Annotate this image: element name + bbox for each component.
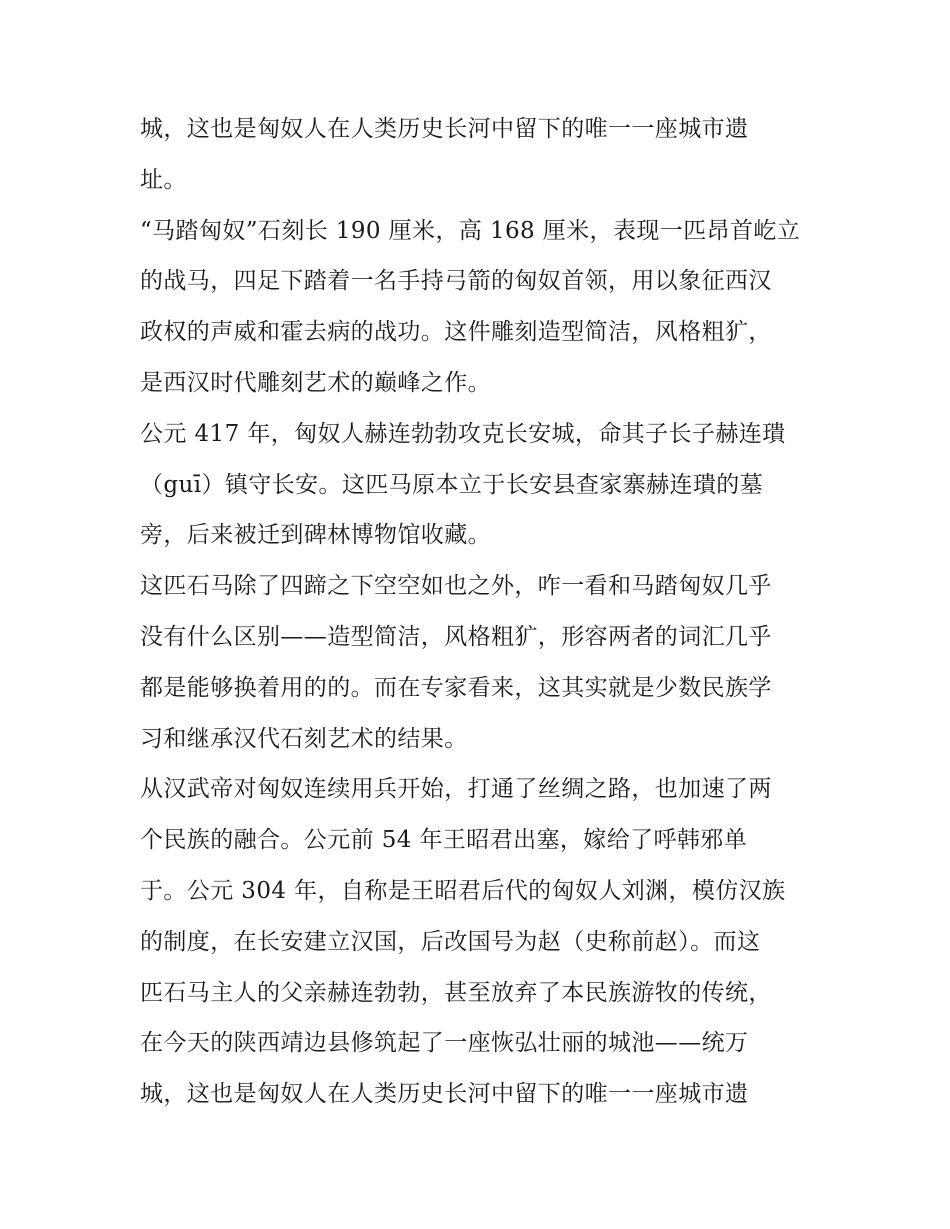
text-line: 旁，后来被迁到碑林博物馆收藏。 (140, 522, 491, 549)
text-line: 政权的声威和霍去病的战功。这件雕刻造型简洁，风格粗犷， (140, 319, 772, 346)
text-line: 是西汉时代雕刻艺术的巅峰之作。 (140, 369, 491, 396)
text-line: 没有什么区别——造型简洁，风格粗犷，形容两者的词汇几乎 (140, 623, 772, 650)
text-line: 城，这也是匈奴人在人类历史长河中留下的唯一一座城市遗 (140, 116, 749, 142)
text-line: 址。 (140, 166, 187, 193)
text-line: （guī）镇守长安。这匹马原本立于长安县查家寨赫连璝的墓 (140, 471, 764, 498)
text-line: 从汉武帝对匈奴连续用兵开始，打通了丝绸之路，也加速了两 (140, 776, 772, 803)
document-page (140, 104, 812, 1120)
text-line: “马踏匈奴”石刻长 190 厘米，高 168 厘米，表现一匹昂首屹立 (140, 217, 801, 244)
text-line: 个民族的融合。公元前 54 年王昭君出塞，嫁给了呼韩邪单 (140, 827, 748, 854)
text-line: 都是能够换着用的的。而在专家看来，这其实就是少数民族学 (140, 674, 772, 701)
text-line: 在今天的陕西靖边县修筑起了一座恢弘壮丽的城池——统万 (140, 1030, 749, 1057)
text-line: 的制度，在长安建立汉国，后改国号为赵（史称前赵）。而这 (140, 928, 761, 955)
text-line: 公元 417 年，匈奴人赫连勃勃攻克长安城，命其子长子赫连璝 (140, 420, 786, 447)
text-line: 城，这也是匈奴人在人类历史长河中留下的唯一一座城市遗 (140, 1081, 749, 1108)
text-line: 匹石马主人的父亲赫连勃勃，甚至放弃了本民族游牧的传统， (140, 979, 772, 1006)
text-line: 的战马，四足下踏着一名手持弓箭的匈奴首领，用以象征西汉 (140, 268, 772, 295)
text-line: 这匹石马除了四蹄之下空空如也之外，咋一看和马踏匈奴几乎 (140, 573, 772, 600)
text-line: 习和继承汉代石刻艺术的结果。 (140, 725, 468, 752)
text-line: 于。公元 304 年，自称是王昭君后代的匈奴人刘渊，模仿汉族 (140, 877, 786, 904)
